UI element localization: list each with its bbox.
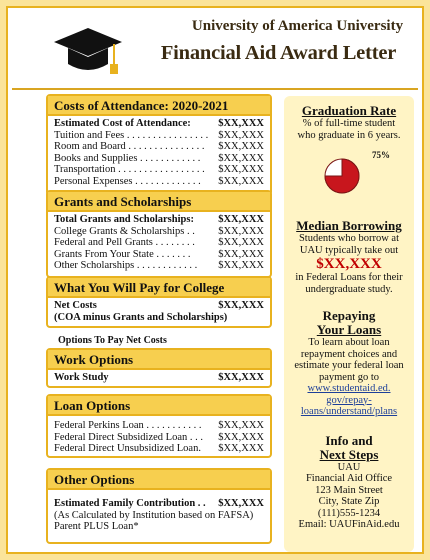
grant-item — [54, 237, 264, 249]
other-section — [46, 468, 272, 544]
loan-item-value: $XX,XXX — [218, 420, 264, 431]
loan-item-label: Federal Direct Unsubsidized Loan. — [54, 443, 201, 454]
info-line: City, State Zip — [318, 496, 380, 507]
grant-item-label: College Grants & Scholarships . . — [54, 225, 195, 237]
grant-item — [54, 260, 264, 272]
grant-item-label: Grants From Your State . . . . . . . — [54, 248, 191, 260]
borrowing-desc: in Federal Loans for their — [295, 272, 403, 283]
cost-item — [54, 153, 264, 165]
university-name: University of America University — [191, 18, 404, 34]
grant-item — [54, 249, 264, 261]
info-title: Info and — [325, 432, 373, 448]
cost-total-value: $XX,XXX — [218, 118, 264, 129]
work-study-value: $XX,XXX — [218, 372, 264, 383]
cost-total-row — [54, 118, 264, 130]
grant-item-label: Federal and Pell Grants . . . . . . . . — [54, 237, 195, 248]
net-cost-value: $XX,XXX — [218, 300, 264, 311]
pay-heading: What You Will Pay for College — [48, 278, 270, 298]
cost-item-value: $XX,XXX — [218, 141, 264, 152]
graduation-rate-pie — [324, 158, 360, 194]
grad-rate-desc: who graduate in 6 years. — [297, 129, 401, 141]
parent-plus-loan: Parent PLUS Loan* — [54, 521, 139, 532]
info-title: Next Steps — [319, 446, 379, 462]
loan-item-value: $XX,XXX — [218, 443, 264, 454]
efc-label: Estimated Family Contribution . . — [54, 498, 206, 509]
other-heading: Other Options — [48, 470, 270, 490]
borrowing-desc: Students who borrow at — [298, 233, 400, 244]
cost-item-value: $XX,XXX — [218, 129, 264, 141]
grant-item-value: $XX,XXX — [218, 237, 264, 248]
work-section — [46, 348, 272, 388]
repay-desc: estimate your federal loan — [294, 360, 404, 371]
grants-total-value: $XX,XXX — [218, 214, 264, 225]
loan-item-label: Federal Direct Subsidized Loan . . . — [54, 431, 203, 443]
grants-heading: Grants and Scholarships — [48, 192, 270, 212]
cost-total-label: Estimated Cost of Attendance: — [54, 118, 191, 129]
grants-total-label: Total Grants and Scholarships: — [54, 214, 194, 225]
repay-desc: repayment choices and — [300, 348, 398, 360]
loan-item — [54, 420, 264, 432]
cost-item — [54, 141, 264, 153]
cost-item-label: Personal Expenses . . . . . . . . . . . . . — [54, 175, 201, 187]
net-cost-note: (COA minus Grants and Scholarships) — [54, 311, 228, 323]
efc-note: (As Calculated by Institution based on FAFSA) — [54, 509, 254, 521]
info-email: Email: UAUFinAid.edu — [298, 519, 400, 530]
cost-item-label: Books and Supplies . . . . . . . . . . . . — [54, 152, 201, 164]
grad-rate-title: Graduation Rate — [301, 103, 397, 118]
repay-desc: To learn about loan — [308, 337, 390, 348]
repay-link[interactable]: www.studentaid.ed. — [307, 383, 391, 394]
borrowing-desc: UAU typically take out — [299, 244, 399, 256]
cost-item-value: $XX,XXX — [218, 175, 264, 187]
work-study-row — [54, 372, 264, 384]
grant-item-label: Other Scholarships . . . . . . . . . . . . — [54, 260, 198, 271]
loan-item-value: $XX,XXX — [218, 431, 264, 443]
repay-title: Your Loans — [316, 322, 382, 337]
costs-heading: Costs of Attendance: 2020-2021 — [48, 96, 270, 116]
net-cost-label: Net Costs — [54, 300, 97, 311]
work-heading: Work Options — [48, 350, 270, 370]
grants-total-row — [54, 214, 264, 226]
options-title: Options To Pay Net Costs — [58, 335, 167, 346]
repay-title: Repaying — [322, 308, 376, 323]
repay-link[interactable]: loans/understand/plans — [300, 406, 398, 417]
info-line: UAU — [337, 461, 361, 473]
efc-row — [54, 498, 264, 510]
grad-rate-value: 75% — [372, 150, 390, 160]
costs-section — [46, 94, 272, 196]
cost-item-label: Room and Board . . . . . . . . . . . . . . . — [54, 141, 205, 152]
cost-item-value: $XX,XXX — [218, 164, 264, 175]
award-letter-page — [6, 6, 424, 554]
grant-item — [54, 226, 264, 238]
cost-item-label: Transportation . . . . . . . . . . . . . . . . . — [54, 164, 205, 175]
loan-item — [54, 443, 264, 455]
cost-item-label: Tuition and Fees . . . . . . . . . . . . . . . . — [54, 129, 209, 141]
repay-link[interactable]: gov/repay- — [326, 394, 372, 406]
loans-heading: Loan Options — [48, 396, 270, 416]
graduation-cap-icon — [52, 26, 124, 78]
grants-section — [46, 190, 272, 278]
cost-item — [54, 130, 264, 142]
repay-desc: payment go to — [318, 371, 380, 383]
efc-value: $XX,XXX — [218, 498, 264, 509]
grad-rate-desc: % of full-time student — [302, 118, 396, 129]
info-line: 123 Main Street — [315, 484, 383, 496]
net-cost-row — [54, 300, 264, 312]
loan-item — [54, 432, 264, 444]
cost-item — [54, 164, 264, 176]
pay-section — [46, 276, 272, 328]
letter-header — [8, 8, 426, 88]
borrowing-title: Median Borrowing — [296, 218, 402, 233]
loan-item-label: Federal Perkins Loan . . . . . . . . . . . — [54, 420, 202, 431]
page-title: Financial Aid Award Letter — [160, 42, 397, 64]
grant-item-value: $XX,XXX — [218, 260, 264, 271]
header-divider — [12, 88, 418, 90]
cost-item — [54, 176, 264, 188]
borrowing-amount: $XX,XXX — [316, 256, 382, 272]
borrowing-desc: undergraduate study. — [305, 283, 393, 295]
work-study-label: Work Study — [54, 372, 109, 383]
cost-item-value: $XX,XXX — [218, 152, 264, 164]
info-line: (111)555-1234 — [317, 507, 381, 519]
info-sidebar — [284, 96, 414, 552]
loans-section — [46, 394, 272, 458]
grant-item-value: $XX,XXX — [218, 248, 264, 260]
info-line: Financial Aid Office — [305, 473, 393, 484]
grant-item-value: $XX,XXX — [218, 225, 264, 237]
